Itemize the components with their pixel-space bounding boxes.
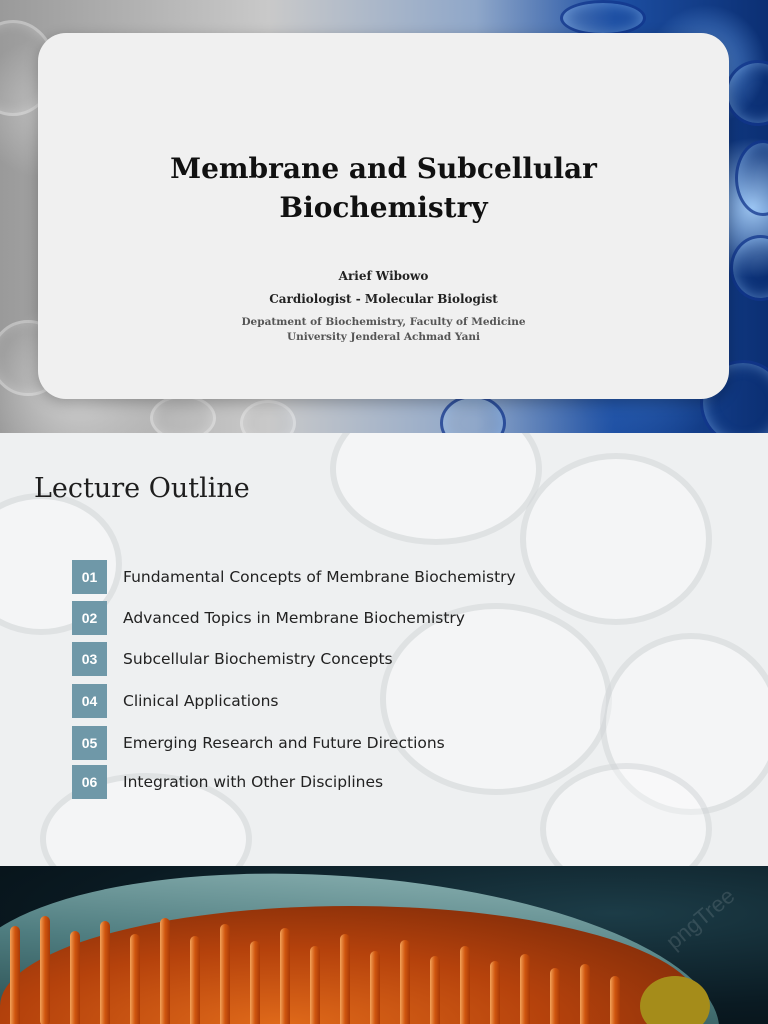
item-number-badge: 01 <box>72 560 107 594</box>
item-number-badge: 02 <box>72 601 107 635</box>
crista <box>220 924 230 1024</box>
item-text: Integration with Other Disciplines <box>123 773 384 791</box>
crista <box>70 931 80 1024</box>
bubble-decoration <box>730 235 768 301</box>
crista <box>520 954 530 1024</box>
item-text: Clinical Applications <box>123 692 279 710</box>
crista <box>40 916 50 1024</box>
crista <box>130 934 140 1024</box>
outline-item <box>72 601 465 635</box>
bubble-decoration <box>560 0 646 36</box>
outline-item <box>72 765 383 799</box>
outline-item <box>72 642 393 676</box>
outline-item <box>72 726 445 760</box>
crista <box>370 951 380 1024</box>
university: University Jenderal Achmad Yani <box>286 331 481 343</box>
mitochondria-image-slide <box>0 866 768 1024</box>
cell-decoration <box>330 433 542 545</box>
bubble-decoration <box>440 395 506 433</box>
crista <box>400 940 410 1024</box>
item-text: Emerging Research and Future Directions <box>123 734 445 752</box>
outline-item <box>72 684 279 718</box>
mitochondrion-tip <box>640 976 710 1024</box>
item-text: Subcellular Biochemistry Concepts <box>123 650 393 668</box>
crista <box>460 946 470 1024</box>
item-text: Fundamental Concepts of Membrane Biochemistry <box>123 568 516 586</box>
affiliation <box>38 315 729 345</box>
title-line-1: Membrane and Subcellular <box>170 152 597 185</box>
crista <box>190 936 200 1024</box>
outline-item <box>72 560 516 594</box>
author-name: Arief Wibowo <box>338 269 429 283</box>
watermark: pngTree <box>661 882 740 955</box>
crista <box>580 964 590 1024</box>
item-number-badge: 03 <box>72 642 107 676</box>
outline-slide <box>0 433 768 866</box>
crista <box>430 956 440 1024</box>
outline-title: Lecture Outline <box>34 473 250 504</box>
crista <box>10 926 20 1024</box>
crista <box>100 921 110 1024</box>
bubble-decoration <box>735 140 768 216</box>
bubble-decoration <box>725 60 768 126</box>
crista <box>490 961 500 1024</box>
crista <box>280 928 290 1024</box>
title-slide <box>0 0 768 433</box>
crista <box>550 968 560 1024</box>
mitochondrion-inner-matrix <box>0 906 700 1024</box>
author-role: Cardiologist - Molecular Biologist <box>269 292 498 306</box>
title-card <box>38 33 729 399</box>
crista <box>160 918 170 1024</box>
title-line-2: Biochemistry <box>279 191 488 224</box>
cell-decoration <box>520 453 712 625</box>
department: Depatment of Biochemistry, Faculty of Medicine <box>241 316 526 328</box>
crista <box>610 976 620 1024</box>
bubble-decoration <box>150 395 216 433</box>
crista <box>250 941 260 1024</box>
item-number-badge: 04 <box>72 684 107 718</box>
item-text: Advanced Topics in Membrane Biochemistry <box>123 609 465 627</box>
item-number-badge: 05 <box>72 726 107 760</box>
presentation-title <box>98 149 669 227</box>
bubble-decoration <box>240 400 296 433</box>
crista <box>340 934 350 1024</box>
crista <box>310 946 320 1024</box>
item-number-badge: 06 <box>72 765 107 799</box>
